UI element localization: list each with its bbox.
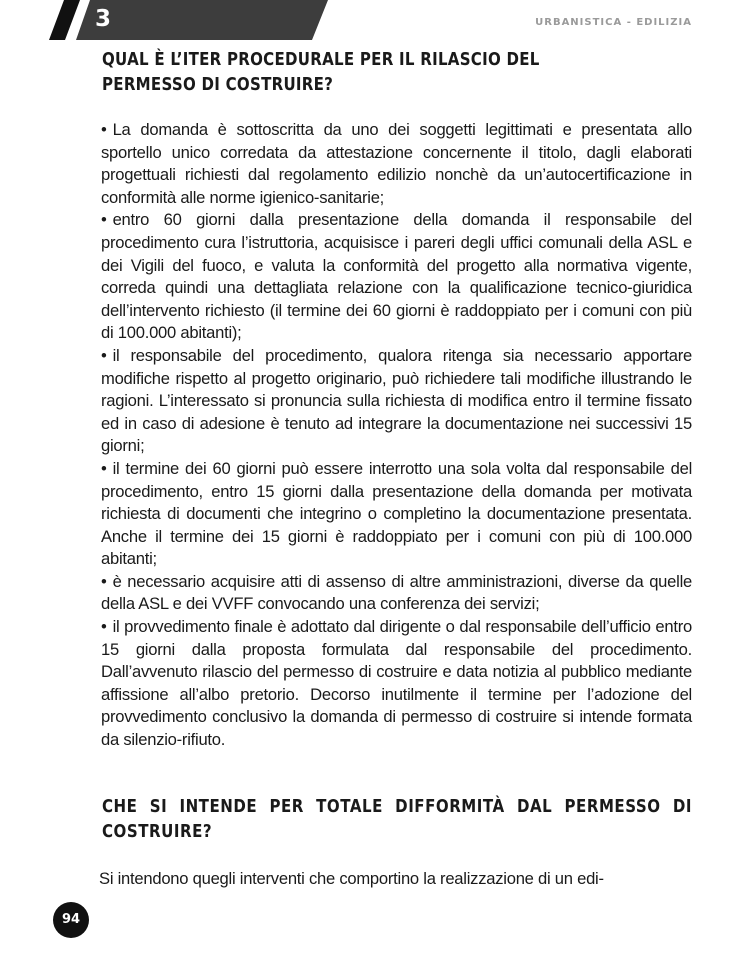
bullet-icon: •: [101, 617, 107, 637]
list-item: [101, 571, 692, 616]
list-item: [101, 458, 692, 571]
section-2-first-line: Si intendono quegli interventi che comportino la realizzazione di un edi-: [99, 869, 604, 888]
header-slash-mark: [49, 0, 80, 40]
bullet-icon: •: [101, 345, 107, 365]
list-item-text: il termine dei 60 giorni può essere interrotto una sola volta dal responsabile del procedimento, entro 15 giorni dalla presentazione della domanda per motivata richiesta di documenti che integrino o completino la documentazione presentata. Anche il termine dei 15 giorni è raddoppiato per i comuni con più di 100.000 abitanti;: [101, 458, 692, 569]
list-item-text: è necessario acquisire atti di assenso di altre amministrazioni, diverse da quelle della ASL e dei VVFF convocando una conferenza dei servizi;: [101, 571, 692, 614]
bullet-icon: •: [101, 458, 107, 478]
section-2-heading: CHE SI INTENDE PER TOTALE DIFFORMITÀ DAL PERMESSO DI COSTRUIRE?: [102, 797, 692, 842]
section-1-heading: QUAL È L’ITER PROCEDURALE PER IL RILASCIO DEL PERMESSO DI COSTRUIRE?: [102, 50, 540, 95]
list-item-text: La domanda è sottoscritta da uno dei soggetti legittimati e presentata allo sportello unico corredata da attestazione concernente il titolo, dagli elaborati progettuali richiesti dal regolamento edilizio nonchè da un’autocertificazione in conformità alle norme igienico-sanitarie;: [101, 120, 692, 207]
section-1-bullet-list: [101, 119, 692, 752]
list-item: [101, 616, 692, 752]
page-number: 94: [53, 902, 89, 938]
running-head: URBANISTICA - EDILIZIA: [535, 17, 692, 28]
list-item-text: il responsabile del procedimento, qualora ritenga sia necessario apportare modifiche rispetto al progetto originario, può richiedere tali modifiche illustrando le ragioni. L’interessato si pronuncia sulla richiesta di modifica entro il termine fissato ed in caso di adesione è tenuto ad integrare la documentazione nei successivi 15 giorni;: [101, 345, 692, 456]
list-item-text: entro 60 giorni dalla presentazione della domanda il responsabile del procedimento cura l’istruttoria, acquisisce i pareri degli uffici comunali della ASL e dei Vigili del fuoco, e valuta la conformità del progetto alla normativa vigente, correda quindi una dettagliata relazione con la qualificazione tecnico-giuridica dell’intervento richiesto (il termine dei 60 giorni è raddoppiato per i comuni con più di 100.000 abitanti);: [101, 210, 692, 343]
list-item-text: il provvedimento finale è adottato dal dirigente o dal responsabile dell’ufficio entro 15 giorni dalla proposta formulata dal responsabile del procedimento. Dall’avvenuto rilascio del permesso di costruire e data notizia al pubblico mediante affissione all’albo pretorio. Decorso inutilmente il termine per l’adozione del provvedimento conclusivo la domanda di permesso di costruire si intende formata da silenzio-rifiuto.: [101, 617, 692, 750]
bullet-icon: •: [101, 571, 107, 591]
list-item: [101, 345, 692, 458]
list-item: [101, 209, 692, 345]
bullet-icon: •: [101, 210, 107, 230]
chapter-number: 3: [95, 6, 112, 32]
list-item: [101, 119, 692, 209]
bullet-icon: •: [101, 120, 107, 139]
